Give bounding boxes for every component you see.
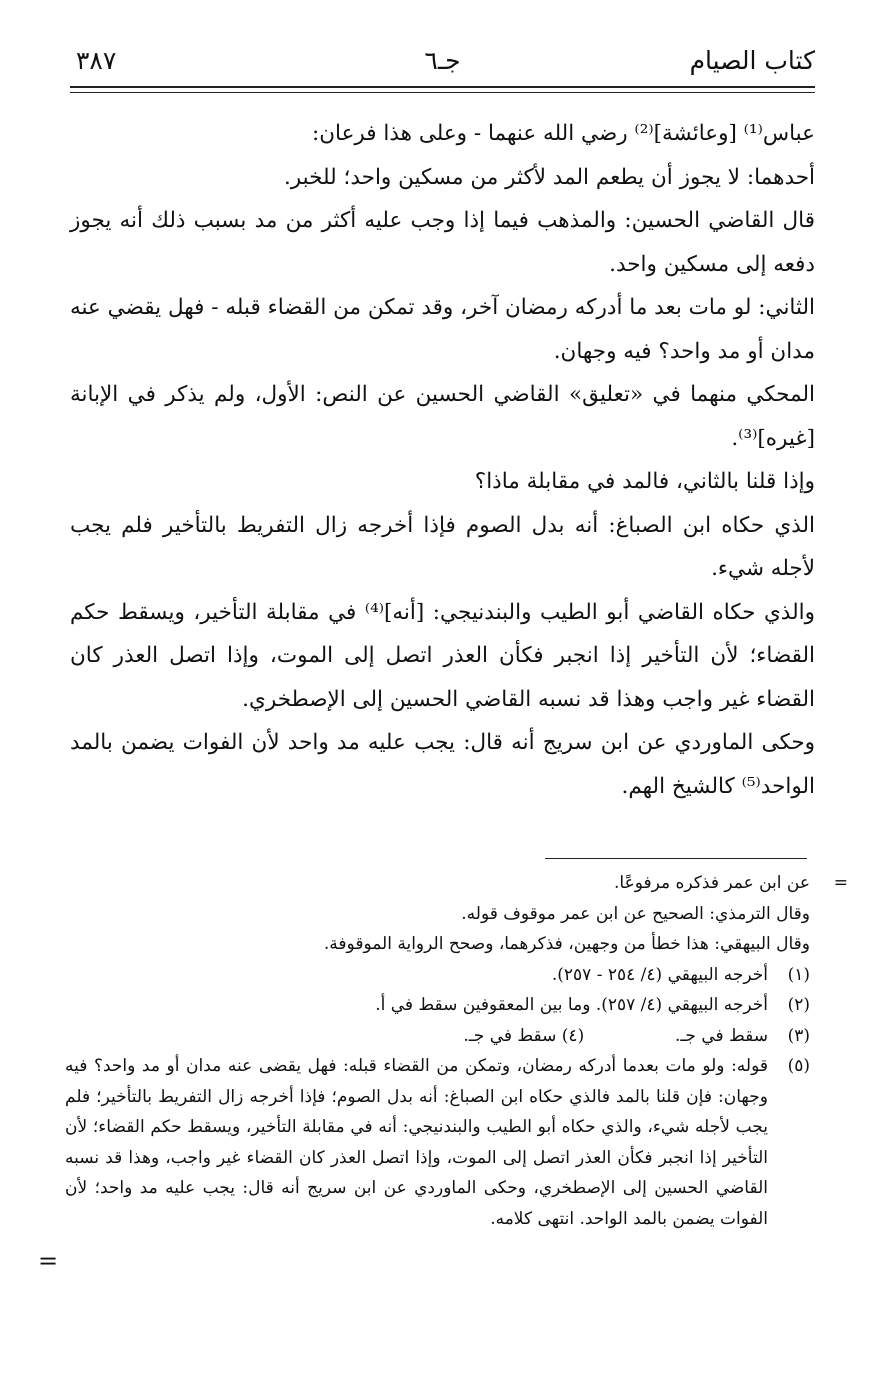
footnote-separator [545, 858, 807, 859]
page-number: ٣٨٧ [76, 46, 117, 75]
footnote-continuation-line [65, 868, 848, 899]
footnotes [65, 868, 848, 1234]
continuation-marker: = [38, 1247, 59, 1275]
footnote-continuation-line: وقال الترمذي: الصحيح عن ابن عمر موقوف قوله. [461, 903, 810, 924]
footnote-label: (٤) [561, 1025, 585, 1046]
chapter-title: كتاب الصيام [689, 46, 815, 75]
header-rule-thick [70, 86, 815, 88]
footnote-continuation-line: وقال البيهقي: هذا خطأ من وجهين، فذكرهما، وصحح الرواية الموقوفة. [323, 934, 810, 954]
footnote-label: (٣) [787, 1025, 810, 1046]
footnote-text: سقط في جـ. [675, 1025, 768, 1046]
footnote-continuation-text: عن ابن عمر فذكره مرفوعًا. [614, 873, 810, 893]
footnote-list [65, 960, 810, 1235]
paragraph: وحكى الماوردي عن ابن سريج أنه قال: يجب عليه مد واحد لأن الفوات يضمن بالمد الواحد⁽⁵⁾ كالشيخ الهم. [70, 730, 815, 799]
paragraph: قال القاضي الحسين: والمذهب فيما إذا وجب عليه أكثر من مد بسبب ذلك أنه يجوز دفعه إلى مسكين واحد. [70, 208, 815, 277]
footnote-label: (٢) [787, 995, 810, 1015]
footnote-text: أخرجه البيهقي (٤/ ٢٥٤ - ٢٥٧). [551, 964, 768, 985]
continuation-marker: = [833, 873, 848, 893]
footnote-text: أخرجه البيهقي (٤/ ٢٥٧). وما بين المعقوفين سقط في أ. [375, 995, 768, 1015]
footnote-label: (٥) [787, 1056, 810, 1076]
paragraph: الذي حكاه ابن الصباغ: أنه بدل الصوم فإذا أخرجه زال التفريط بالتأخير فلم يجب لأجله شيء. [70, 512, 815, 581]
main-text [70, 112, 815, 808]
paragraph: والذي حكاه القاضي أبو الطيب والبندنيجي: [أنه]⁽⁴⁾ في مقابلة التأخير، ويسقط حكم القضاء؛ لأن التأخير إذا انجبر فكأن العذر اتصل إلى الموت، وإذا اتصل العذر كان القضاء غير واجب وهذا قد نسبه القاضي الحسين إلى الإصطخري. [70, 599, 815, 712]
paragraph: المحكي منهما في «تعليق» القاضي الحسين عن النص: الأول، ولم يذكر في الإبانة [غيره]⁽³⁾. [70, 382, 815, 451]
header-rule-thin [70, 92, 815, 93]
paragraph: أحدهما: لا يجوز أن يطعم المد لأكثر من مسكين واحد؛ للخبر. [283, 164, 815, 190]
volume-label: جـ٦ [424, 46, 461, 75]
footnote-label: (١) [787, 964, 810, 985]
paragraph: الثاني: لو مات بعد ما أدركه رمضان آخر، وقد تمكن من القضاء قبله - فهل يقضي عنه مدان أو مد واحد؟ فيه وجهان. [70, 295, 815, 364]
footnote [65, 1021, 810, 1052]
footnote [65, 990, 810, 1021]
footnote [65, 960, 810, 991]
paragraph: وإذا قلنا بالثاني، فالمد في مقابلة ماذا؟ [474, 469, 815, 494]
running-header [70, 44, 815, 84]
footnote [65, 1051, 810, 1234]
footnote-text: سقط في جـ. [463, 1025, 557, 1046]
paragraph: عباس⁽¹⁾ [وعائشة]⁽²⁾ رضي الله عنهما - وعلى هذا فرعان: [312, 121, 815, 146]
footnote-text: قوله: ولو مات بعدما أدركه رمضان، وتمكن من القضاء قبله: فهل يقضى عنه مدان أو مد واحد؟ فيه وجهان: فإن قلنا بالمد فالذي حكاه ابن الصباغ: أنه بدل الصوم؛ فإذا أخرجه زال التفريط بالتأخير؛ فلم يجب لأجله شيء، والذي حكاه أبو الطيب والبندنيجي: أنه في مقابلة التأخير، ويسقط حكم القضاء؛ لأن التأخير إذا انجبر فكأن العذر اتصل إلى الموت، وإذا اتصل العذر كان القضاء غير واجب، وهذا قد نسبه القاضي الحسين إلى الإصطخري، وحكى الماوردي عن ابن سريج أنه قال: يجب عليه مد واحد؛ لأن الفوات يضمن بالمد الواحد. انتهى كلامه. [65, 1056, 768, 1229]
